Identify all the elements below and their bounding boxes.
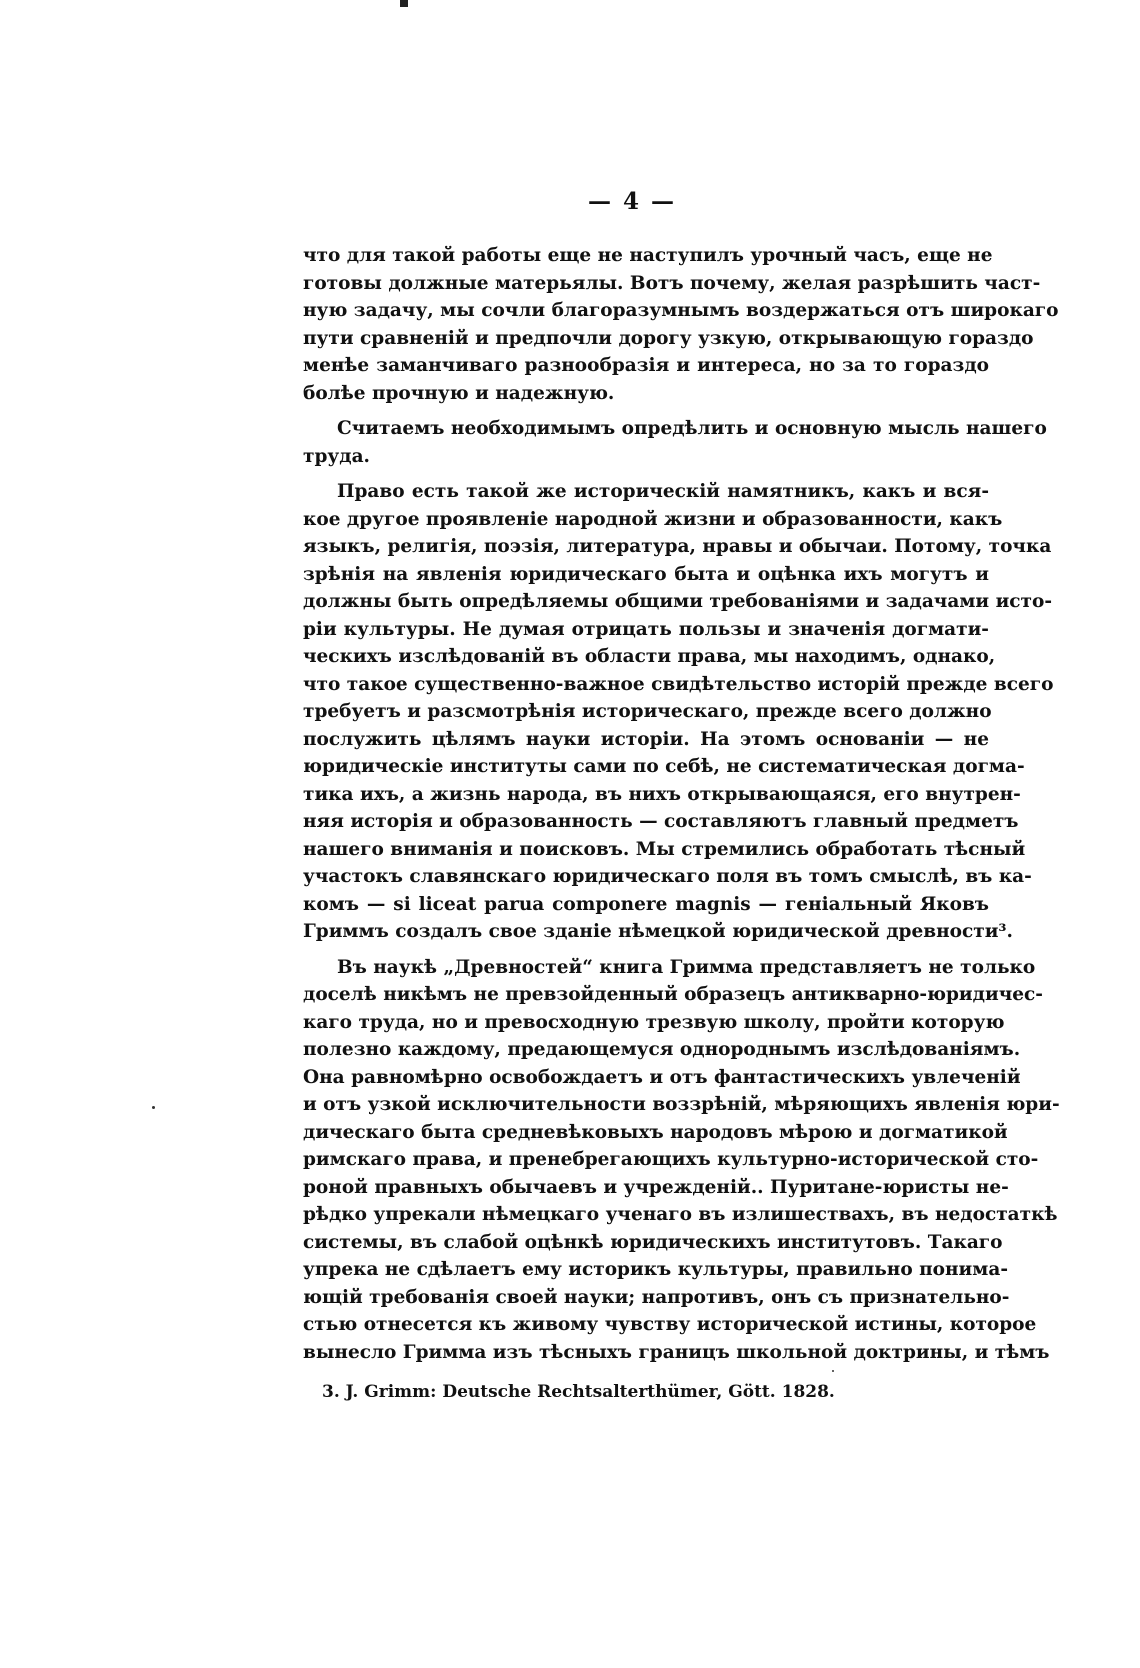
- text-line: Она равномѣрно освобождаетъ и отъ фантастическихъ увлеченій: [303, 1066, 1021, 1088]
- footnote: 3. J. Grimm: Deutsche Rechtsalterthümer, Gött. 1828.: [322, 1382, 835, 1402]
- paragraph-2: [303, 415, 1047, 470]
- text-line: каго труда, но и превосходную трезвую школу, пройти которую: [303, 1011, 1005, 1033]
- text-line: болѣе прочную и надежную.: [303, 382, 615, 404]
- scan-mark: [400, 0, 408, 7]
- paragraph-4: [303, 954, 1060, 1367]
- text-line: рѣдко упрекали нѣмецкаго ученаго въ излишествахъ, въ недостаткѣ: [303, 1204, 1058, 1225]
- text-line: упрека не сдѣлаетъ ему историкъ культуры, правильно понима-: [303, 1259, 1008, 1280]
- text-line: готовы должные матерьялы. Вотъ почему, желая разрѣшить част-: [303, 272, 1041, 294]
- text-line: римскаго права, и пренебрегающихъ культурно-исторической сто-: [303, 1149, 1039, 1170]
- paragraph-3: [303, 478, 1054, 946]
- text-line: труда.: [303, 445, 370, 467]
- text-line: Въ наукѣ „Древностей“ книга Гримма представляетъ не только: [337, 956, 1036, 978]
- text-line: и отъ узкой исключительности воззрѣній, мѣряющихъ явленія юри-: [303, 1094, 1060, 1115]
- text-line: что такое существенно-важное свидѣтельство исторій прежде всего: [303, 673, 1054, 695]
- text-line: системы, въ слабой оцѣнкѣ юридическихъ институтовъ. Такаго: [303, 1231, 1003, 1253]
- text-line: Право есть такой же историческій намятникъ, какъ и вся-: [337, 481, 989, 502]
- text-line: вынесло Гримма изъ тѣсныхъ границъ школьной доктрины, и тѣмъ: [303, 1341, 1050, 1363]
- text-line: кое другое проявленіе народной жизни и образованности, какъ: [303, 508, 1003, 530]
- text-line: доселѣ никѣмъ не превзойденный образецъ антикварно-юридичес-: [303, 984, 1043, 1005]
- text-line: Считаемъ необходимымъ опредѣлить и основную мысль нашего: [337, 418, 1047, 439]
- text-line: что для такой работы еще не наступилъ урочный часъ, еще не: [303, 245, 993, 266]
- text-line: менѣе заманчиваго разнообразія и интереса, но за то гораздо: [303, 355, 989, 376]
- scan-speck: [832, 1370, 834, 1372]
- text-line: ющій требованія своей науки; напротивъ, онъ съ признательно-: [303, 1286, 1010, 1308]
- text-line: участокъ славянскаго юридическаго поля въ томъ смыслѣ, въ ка-: [303, 866, 1032, 887]
- text-line: должны быть опредѣляемы общими требованіями и задачами исто-: [303, 591, 1053, 612]
- text-line: няя исторія и образованность — составляютъ главный предметъ: [303, 811, 1019, 832]
- text-line: языкъ, религія, поэзія, литература, нравы и обычаи. Потому, точка: [303, 536, 1052, 557]
- text-line: зрѣнія на явленія юридическаго быта и оцѣнка ихъ могутъ и: [303, 563, 989, 585]
- paragraph-1: [303, 242, 1059, 407]
- text-line: полезно каждому, предающемуся однороднымъ изслѣдованіямъ.: [303, 1039, 1021, 1060]
- scan-speck: [152, 1106, 155, 1109]
- text-line: ческихъ изслѣдованій въ области права, мы находимъ, однако,: [303, 646, 996, 667]
- text-line: послужить цѣлямъ науки исторіи. На этомъ основаніи — не: [303, 728, 989, 750]
- text-line: комъ — si liceat parua componere magnis — геніальный Яковъ: [303, 893, 989, 915]
- text-line: Гриммъ создалъ свое зданіе нѣмецкой юридической древности³.: [303, 921, 1013, 942]
- text-line: роной правныхъ обычаевъ и учрежденій.. Пуритане-юристы не-: [303, 1176, 1009, 1198]
- text-line: тика ихъ, а жизнь народа, въ нихъ открывающаяся, его внутрен-: [303, 783, 1021, 805]
- page-number: — 4 —: [588, 188, 677, 215]
- text-line: стью отнесется къ живому чувству исторической истины, которое: [303, 1314, 1037, 1335]
- text-line: пути сравненій и предпочли дорогу узкую, открывающую гораздо: [303, 327, 1034, 349]
- text-line: требуетъ и разсмотрѣнія историческаго, прежде всего должно: [303, 701, 992, 722]
- body-text: [303, 242, 1060, 1366]
- text-line: нашего вниманія и поисковъ. Мы стремились обработать тѣсный: [303, 838, 1026, 860]
- text-line: юридическіе институты сами по себѣ, не систематическая догма-: [303, 756, 1025, 777]
- text-line: ріи культуры. Не думая отрицать пользы и значенія догмати-: [303, 618, 989, 640]
- text-line: ную задачу, мы сочли благоразумнымъ воздержаться отъ широкаго: [303, 300, 1059, 321]
- text-line: дическаго быта средневѣковыхъ народовъ мѣрою и догматикой: [303, 1121, 1008, 1143]
